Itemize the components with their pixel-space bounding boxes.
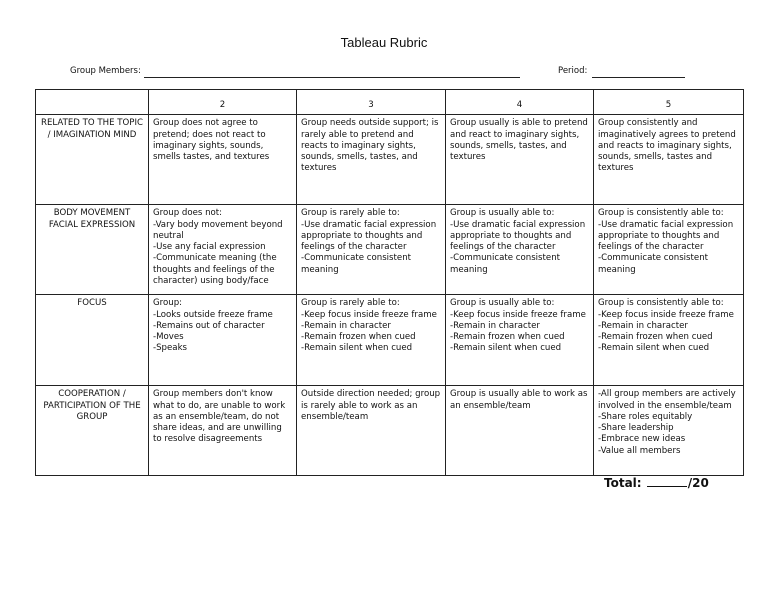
rubric-cell: Group does not agree to pretend; does not react to imaginary sights, sounds, smells tastes, and textures bbox=[149, 115, 297, 205]
rubric-cell: Group is consistently able to: -Use dramatic facial expression appropriate to thoughts and feelings of the character -Communicate consistent meaning bbox=[594, 205, 744, 295]
rubric-cell: Group does not: -Vary body movement beyond neutral -Use any facial expression -Communicate meaning (the thoughts and feelings of the character) using body/face bbox=[149, 205, 297, 295]
column-header-blank bbox=[36, 90, 149, 115]
period-label: Period: bbox=[558, 66, 588, 76]
group-members-label: Group Members: bbox=[70, 66, 141, 76]
rubric-cell: Group needs outside support; is rarely able to pretend and reacts to imaginary sights, sounds, smells, tastes, and textures bbox=[297, 115, 446, 205]
rubric-cell: Group: -Looks outside freeze frame -Remains out of character -Moves -Speaks bbox=[149, 295, 297, 386]
rubric-cell: Group usually is able to pretend and react to imaginary sights, sounds, smells, tastes, and textures bbox=[446, 115, 594, 205]
row-category: COOPERATION / PARTICIPATION OF THE GROUP bbox=[36, 386, 149, 476]
rubric-cell: Group consistently and imaginatively agrees to pretend and reacts to imaginary sights, sounds, smells, tastes and textures bbox=[594, 115, 744, 205]
table-row bbox=[36, 295, 744, 386]
rubric-cell: Group is usually able to: -Keep focus inside freeze frame -Remain in character -Remain frozen when cued -Remain silent when cued bbox=[446, 295, 594, 386]
column-header-3: 3 bbox=[297, 90, 446, 115]
rubric-cell: Group is consistently able to: -Keep focus inside freeze frame -Remain in character -Remain frozen when cued -Remain silent when cued bbox=[594, 295, 744, 386]
table-row bbox=[36, 115, 744, 205]
rubric-cell: -All group members are actively involved in the ensemble/team -Share roles equitably -Share leadership -Embrace new ideas -Value all members bbox=[594, 386, 744, 476]
row-category: RELATED TO THE TOPIC / IMAGINATION MIND bbox=[36, 115, 149, 205]
rubric-cell: Outside direction needed; group is rarely able to work as an ensemble/team bbox=[297, 386, 446, 476]
total-max: /20 bbox=[687, 476, 709, 490]
rubric-cell: Group is usually able to work as an ensemble/team bbox=[446, 386, 594, 476]
table-row bbox=[36, 205, 744, 295]
column-header-4: 4 bbox=[446, 90, 594, 115]
rubric-table bbox=[35, 89, 744, 476]
total-score bbox=[604, 476, 709, 490]
group-members-field bbox=[144, 77, 520, 78]
rubric-cell: Group is rarely able to: -Use dramatic facial expression appropriate to thoughts and feelings of the character -Communicate consistent meaning bbox=[297, 205, 446, 295]
rubric-cell: Group members don't know what to do, are unable to work as an ensemble/team, do not share ideas, and are unwilling to resolve disagreements bbox=[149, 386, 297, 476]
column-header-2: 2 bbox=[149, 90, 297, 115]
rubric-cell: Group is rarely able to: -Keep focus inside freeze frame -Remain in character -Remain frozen when cued -Remain silent when cued bbox=[297, 295, 446, 386]
page-title: Tableau Rubric bbox=[340, 35, 428, 50]
column-header-5: 5 bbox=[594, 90, 744, 115]
row-category: FOCUS bbox=[36, 295, 149, 386]
table-row bbox=[36, 386, 744, 476]
period-field bbox=[592, 77, 685, 78]
total-blank bbox=[647, 486, 687, 487]
total-label: Total: bbox=[604, 476, 642, 490]
row-category: BODY MOVEMENT FACIAL EXPRESSION bbox=[36, 205, 149, 295]
header-row bbox=[36, 90, 744, 115]
rubric-cell: Group is usually able to: -Use dramatic facial expression appropriate to thoughts and feelings of the character -Communicate consistent meaning bbox=[446, 205, 594, 295]
